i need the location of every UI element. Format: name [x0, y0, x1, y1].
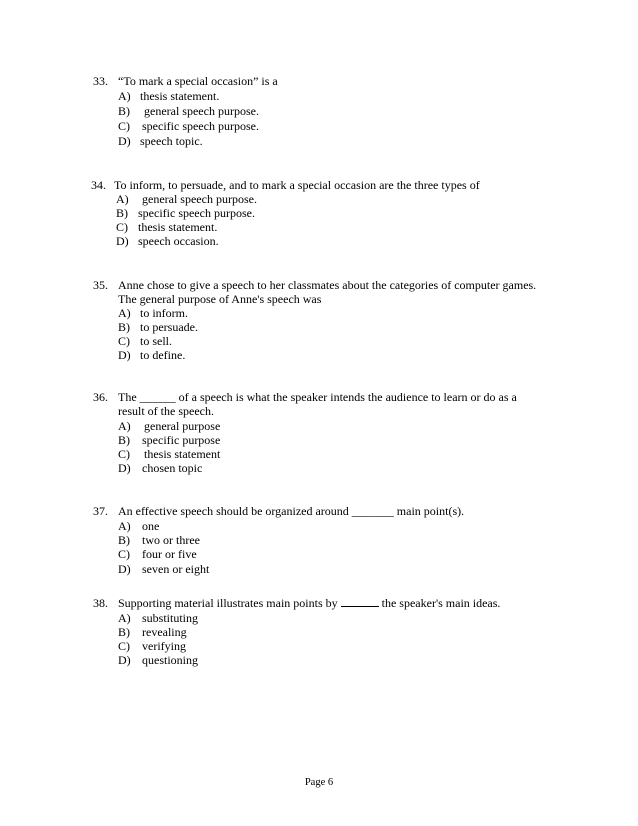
option-text: thesis statement.: [138, 220, 218, 234]
option-text: thesis statement: [144, 447, 221, 461]
page-number: Page 6: [304, 777, 334, 788]
option-text: four or five: [142, 547, 197, 561]
question-number: 38.: [93, 596, 108, 610]
option-text: thesis statement.: [140, 89, 220, 103]
option-text: seven or eight: [142, 562, 210, 576]
answer-blank: [341, 596, 379, 607]
option-letter: D): [118, 653, 131, 667]
option-letter: B): [116, 206, 128, 220]
option-text: to persuade.: [140, 320, 198, 334]
option-text: to sell.: [140, 334, 172, 348]
option-letter: D): [118, 461, 131, 475]
question-stem: [118, 596, 500, 610]
option-letter: D): [118, 348, 131, 362]
option-text: specific speech purpose.: [142, 119, 259, 133]
option-letter: D): [116, 234, 129, 248]
option-letter: C): [116, 220, 128, 234]
option-letter: C): [118, 447, 130, 461]
option-text: chosen topic: [142, 461, 203, 475]
question-number: 34.: [91, 178, 106, 192]
option-letter: B): [118, 104, 130, 118]
question-stem-before-blank: Supporting material illustrates main points by: [118, 596, 338, 610]
option-letter: B): [118, 320, 130, 334]
option-text: substituting: [142, 611, 199, 625]
option-text: questioning: [142, 653, 198, 667]
question-stem: “To mark a special occasion” is a: [118, 74, 278, 88]
option-letter: B): [118, 533, 130, 547]
option-text: general speech purpose.: [142, 192, 257, 206]
question-number: 36.: [93, 390, 108, 404]
option-letter: B): [118, 625, 130, 639]
option-letter: D): [118, 562, 131, 576]
option-text: general speech purpose.: [144, 104, 259, 118]
question-number: 37.: [93, 504, 108, 518]
option-letter: A): [118, 611, 131, 625]
option-letter: A): [118, 89, 131, 103]
option-letter: A): [118, 519, 131, 533]
question-number: 33.: [93, 74, 108, 88]
option-text: general purpose: [144, 419, 221, 433]
option-text: revealing: [142, 625, 187, 639]
option-text: speech occasion.: [138, 234, 219, 248]
option-text: specific purpose: [142, 433, 221, 447]
question-stem-continued: The general purpose of Anne's speech was: [118, 292, 322, 306]
option-text: speech topic.: [140, 134, 203, 148]
option-text: one: [142, 519, 160, 533]
option-letter: D): [118, 134, 131, 148]
question-stem: Anne chose to give a speech to her classmates about the categories of computer games.: [118, 278, 537, 292]
option-text: verifying: [142, 639, 186, 653]
option-letter: A): [118, 419, 131, 433]
option-text: to inform.: [140, 306, 188, 320]
option-letter: B): [118, 433, 130, 447]
question-stem-continued: result of the speech.: [118, 404, 214, 418]
option-text: two or three: [142, 533, 200, 547]
option-letter: C): [118, 334, 130, 348]
question-stem: An effective speech should be organized around _______ main point(s).: [118, 504, 465, 518]
question-number: 35.: [93, 278, 108, 292]
question-stem-after-blank: the speaker's main ideas.: [381, 596, 501, 610]
option-text: to define.: [140, 348, 186, 362]
option-letter: C): [118, 547, 130, 561]
option-letter: C): [118, 639, 130, 653]
option-text: specific speech purpose.: [138, 206, 255, 220]
question-stem: To inform, to persuade, and to mark a special occasion are the three types of: [114, 178, 480, 192]
question-stem: The ______ of a speech is what the speaker intends the audience to learn or do as a: [118, 390, 517, 404]
option-letter: C): [118, 119, 130, 133]
option-letter: A): [116, 192, 129, 206]
option-letter: A): [118, 306, 131, 320]
